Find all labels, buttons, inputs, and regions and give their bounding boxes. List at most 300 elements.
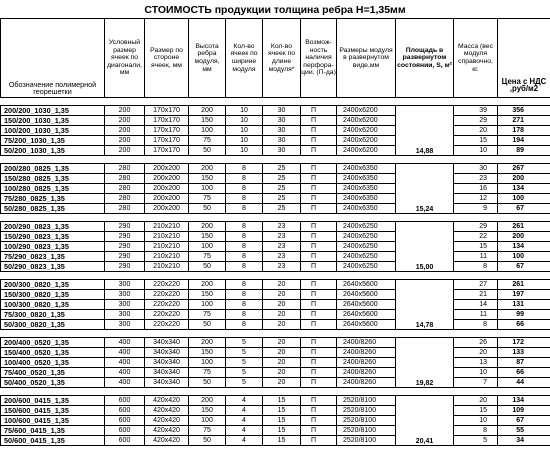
cell-conditional-size: 400 (105, 338, 145, 348)
cell-row-name: 200/600_0415_1,35 (1, 396, 105, 406)
cell-length-count: 23 (263, 242, 301, 252)
table-row (1, 290, 550, 300)
cell-cell-side: 200х200 (145, 194, 189, 204)
cell-width-count: 8 (226, 232, 263, 242)
cell-width-count: 4 (226, 436, 263, 446)
cell-mass: 13 (454, 358, 498, 368)
table-row (1, 174, 550, 184)
spacer-cell (226, 388, 263, 396)
cell-conditional-size: 290 (105, 232, 145, 242)
cell-module-dimensions: 2520/8100 (337, 406, 396, 416)
cell-perforation: П (301, 232, 337, 242)
cell-price: 34 (498, 436, 550, 446)
spacer-cell (226, 156, 263, 164)
cell-length-count: 30 (263, 126, 301, 136)
cell-module-dimensions: 2400х6200 (337, 126, 396, 136)
cell-rib-height: 150 (189, 290, 226, 300)
cell-mass: 15 (454, 406, 498, 416)
spacer-cell (145, 330, 189, 338)
header-rib-height: Высота ребра модуля, мм (189, 19, 226, 98)
cell-price: 67 (498, 416, 550, 426)
cell-price: 44 (498, 378, 550, 388)
cell-perforation: П (301, 262, 337, 272)
spacer-cell (263, 330, 301, 338)
cell-rib-height: 50 (189, 204, 226, 214)
group-spacer (1, 272, 550, 280)
cell-module-dimensions: 2400/8260 (337, 338, 396, 348)
spacer-cell (301, 156, 337, 164)
cell-mass: 11 (454, 252, 498, 262)
cell-conditional-size: 280 (105, 184, 145, 194)
cell-perforation: П (301, 146, 337, 156)
cell-module-dimensions: 2520/8100 (337, 396, 396, 406)
cell-row-name: 50/400_0520_1,35 (1, 378, 105, 388)
spacer-cell (1, 330, 105, 338)
cell-mass: 27 (454, 280, 498, 290)
spacer-cell (145, 214, 189, 222)
cell-length-count: 20 (263, 358, 301, 368)
cell-row-name: 100/290_0823_1,35 (1, 242, 105, 252)
cell-width-count: 8 (226, 280, 263, 290)
cell-width-count: 5 (226, 338, 263, 348)
spacer-cell (454, 330, 498, 338)
spacer-cell (189, 156, 226, 164)
cell-rib-height: 75 (189, 426, 226, 436)
table-row (1, 300, 550, 310)
cell-length-count: 30 (263, 116, 301, 126)
cell-price: 89 (498, 146, 550, 156)
cell-perforation: П (301, 348, 337, 358)
cell-length-count: 25 (263, 174, 301, 184)
cell-row-name: 150/300_0820_1,35 (1, 290, 105, 300)
cell-row-name: 150/280_0825_1,35 (1, 174, 105, 184)
cell-mass: 14 (454, 300, 498, 310)
cell-price: 178 (498, 126, 550, 136)
cell-width-count: 8 (226, 320, 263, 330)
cell-length-count: 20 (263, 320, 301, 330)
cell-mass: 39 (454, 106, 498, 116)
spacer-cell (189, 272, 226, 280)
cell-perforation: П (301, 358, 337, 368)
cell-perforation: П (301, 300, 337, 310)
cell-price: 271 (498, 116, 550, 126)
cell-module-dimensions: 2400х6250 (337, 252, 396, 262)
spacer-cell (263, 272, 301, 280)
cell-width-count: 10 (226, 126, 263, 136)
cell-module-dimensions: 2640х5600 (337, 310, 396, 320)
group-area: 19,82 (396, 338, 454, 388)
cell-price: 100 (498, 252, 550, 262)
table-row (1, 106, 550, 116)
cell-row-name: 50/300_0820_1,35 (1, 320, 105, 330)
cell-mass: 10 (454, 146, 498, 156)
spacer-cell (105, 98, 145, 106)
spacer-cell (301, 272, 337, 280)
cell-rib-height: 200 (189, 222, 226, 232)
spacer-cell (189, 98, 226, 106)
cell-conditional-size: 300 (105, 320, 145, 330)
spacer-cell (226, 330, 263, 338)
cell-conditional-size: 400 (105, 378, 145, 388)
cell-price: 356 (498, 106, 550, 116)
cell-mass: 5 (454, 436, 498, 446)
table-row (1, 204, 550, 214)
spacer-cell (301, 214, 337, 222)
cell-conditional-size: 280 (105, 174, 145, 184)
table-row (1, 116, 550, 126)
cell-mass: 20 (454, 396, 498, 406)
cell-cell-side: 170х170 (145, 116, 189, 126)
cell-cell-side: 170х170 (145, 126, 189, 136)
cell-module-dimensions: 2400х6350 (337, 194, 396, 204)
spacer-cell (337, 272, 396, 280)
sheet-title: СТОИМОСТЬ продукции толщина ребра Н=1,35мм (144, 4, 406, 16)
cell-width-count: 8 (226, 262, 263, 272)
cell-mass: 20 (454, 348, 498, 358)
cell-cell-side: 200х200 (145, 164, 189, 174)
cell-module-dimensions: 2400х6250 (337, 222, 396, 232)
header-row (1, 19, 550, 98)
cell-cell-side: 210х210 (145, 262, 189, 272)
cell-cell-side: 220х220 (145, 290, 189, 300)
cell-width-count: 8 (226, 204, 263, 214)
cell-length-count: 25 (263, 204, 301, 214)
spacer-cell (498, 330, 550, 338)
spacer-cell (105, 156, 145, 164)
group-spacer (1, 214, 550, 222)
cell-row-name: 150/400_0520_1,35 (1, 348, 105, 358)
cell-module-dimensions: 2400х6350 (337, 204, 396, 214)
spacer-cell (226, 98, 263, 106)
spacer-cell (454, 272, 498, 280)
cell-price: 197 (498, 290, 550, 300)
cell-length-count: 15 (263, 406, 301, 416)
cell-width-count: 8 (226, 242, 263, 252)
spacer-cell (301, 388, 337, 396)
cell-row-name: 50/290_0823_1,35 (1, 262, 105, 272)
cell-mass: 21 (454, 290, 498, 300)
spacer-cell (498, 388, 550, 396)
header-mass: Масса (вес модуля справочно, кг. (454, 19, 498, 98)
table-row (1, 348, 550, 358)
spacer-cell (145, 98, 189, 106)
table-body (1, 98, 550, 446)
cell-cell-side: 220х220 (145, 280, 189, 290)
cell-conditional-size: 300 (105, 290, 145, 300)
cell-width-count: 10 (226, 136, 263, 146)
cell-row-name: 200/280_0825_1,35 (1, 164, 105, 174)
cell-row-name: 75/400_0520_1,35 (1, 368, 105, 378)
cell-conditional-size: 280 (105, 194, 145, 204)
spacer-cell (105, 388, 145, 396)
cell-module-dimensions: 2400х6250 (337, 232, 396, 242)
cell-cell-side: 340х340 (145, 368, 189, 378)
header-conditional-size: Условный размер ячеек по диагонали, мм (105, 19, 145, 98)
cell-mass: 30 (454, 164, 498, 174)
cell-conditional-size: 300 (105, 310, 145, 320)
cell-module-dimensions: 2400/8260 (337, 378, 396, 388)
spacer-cell (1, 214, 105, 222)
cell-rib-height: 75 (189, 310, 226, 320)
cell-rib-height: 100 (189, 184, 226, 194)
cell-conditional-size: 290 (105, 252, 145, 262)
cell-cell-side: 170х170 (145, 136, 189, 146)
group-area: 15,24 (396, 164, 454, 214)
spacer-cell (454, 98, 498, 106)
table-row (1, 358, 550, 368)
table-row (1, 280, 550, 290)
spacer-cell (189, 330, 226, 338)
table-row (1, 426, 550, 436)
spacer-cell (454, 214, 498, 222)
cell-conditional-size: 400 (105, 368, 145, 378)
cell-rib-height: 150 (189, 232, 226, 242)
cell-length-count: 20 (263, 348, 301, 358)
cell-conditional-size: 280 (105, 164, 145, 174)
header-width-count: Кол-во ячеек по ширине модуля (226, 19, 263, 98)
cell-price: 66 (498, 320, 550, 330)
cell-module-dimensions: 2400х6350 (337, 164, 396, 174)
cell-length-count: 20 (263, 280, 301, 290)
group-spacer (1, 388, 550, 396)
cell-rib-height: 50 (189, 436, 226, 446)
cell-conditional-size: 600 (105, 406, 145, 416)
cell-rib-height: 75 (189, 136, 226, 146)
spacer-cell (105, 272, 145, 280)
table-row (1, 222, 550, 232)
cell-price: 134 (498, 242, 550, 252)
cell-row-name: 50/200_1030_1,35 (1, 146, 105, 156)
cell-cell-side: 210х210 (145, 232, 189, 242)
cell-width-count: 5 (226, 348, 263, 358)
table-row (1, 184, 550, 194)
cell-rib-height: 200 (189, 396, 226, 406)
spacer-cell (454, 388, 498, 396)
cell-row-name: 200/400_0520_1,35 (1, 338, 105, 348)
cell-cell-side: 210х210 (145, 252, 189, 262)
spacer-cell (337, 156, 396, 164)
cell-length-count: 15 (263, 396, 301, 406)
cell-width-count: 8 (226, 222, 263, 232)
spacer-cell (396, 156, 454, 164)
cell-price: 200 (498, 232, 550, 242)
cell-module-dimensions: 2400х6200 (337, 146, 396, 156)
cell-width-count: 4 (226, 406, 263, 416)
spacer-cell (396, 330, 454, 338)
cell-width-count: 8 (226, 184, 263, 194)
cell-cell-side: 170х170 (145, 146, 189, 156)
cell-conditional-size: 200 (105, 116, 145, 126)
cell-cell-side: 170х170 (145, 106, 189, 116)
header-name: Обозначение полимерной георешетки (1, 19, 105, 98)
cell-length-count: 20 (263, 290, 301, 300)
cell-price: 131 (498, 300, 550, 310)
cell-perforation: П (301, 416, 337, 426)
cell-row-name: 100/400_0520_1,35 (1, 358, 105, 368)
cell-rib-height: 150 (189, 174, 226, 184)
cell-row-name: 75/200_1030_1,35 (1, 136, 105, 146)
table-row (1, 310, 550, 320)
header-cell-side: Размер по стороне ячеек, мм (145, 19, 189, 98)
cell-mass: 20 (454, 126, 498, 136)
cell-cell-side: 420х420 (145, 396, 189, 406)
cell-conditional-size: 290 (105, 222, 145, 232)
cell-length-count: 23 (263, 262, 301, 272)
cell-mass: 12 (454, 194, 498, 204)
group-area: 14,78 (396, 280, 454, 330)
spacer-cell (226, 214, 263, 222)
spacer-cell (226, 272, 263, 280)
header-length-count: Кол-во ячеек по длине модуля* (263, 19, 301, 98)
cell-perforation: П (301, 396, 337, 406)
table-row (1, 368, 550, 378)
spacer-cell (498, 214, 550, 222)
spacer-cell (263, 98, 301, 106)
cell-perforation: П (301, 378, 337, 388)
cell-perforation: П (301, 116, 337, 126)
cell-mass: 9 (454, 204, 498, 214)
cell-perforation: П (301, 194, 337, 204)
cell-price: 261 (498, 222, 550, 232)
cell-row-name: 150/200_1030_1,35 (1, 116, 105, 126)
cell-price: 172 (498, 338, 550, 348)
cell-cell-side: 210х210 (145, 222, 189, 232)
spacer-cell (105, 214, 145, 222)
cell-rib-height: 50 (189, 262, 226, 272)
cell-mass: 16 (454, 184, 498, 194)
group-area: 15,00 (396, 222, 454, 272)
table-row (1, 320, 550, 330)
spacer-cell (396, 214, 454, 222)
cell-module-dimensions: 2400х6250 (337, 262, 396, 272)
table-row (1, 194, 550, 204)
cell-mass: 15 (454, 136, 498, 146)
spacer-cell (1, 98, 105, 106)
cell-mass: 23 (454, 174, 498, 184)
cell-rib-height: 100 (189, 126, 226, 136)
cell-module-dimensions: 2520/8100 (337, 426, 396, 436)
group-area: 20,41 (396, 396, 454, 446)
spacer-cell (498, 156, 550, 164)
cell-width-count: 8 (226, 164, 263, 174)
cell-width-count: 4 (226, 426, 263, 436)
cell-module-dimensions: 2520/8100 (337, 416, 396, 426)
header-perforation: Возмож-ность наличия перфора-ции. (П-да) (301, 19, 337, 98)
cell-width-count: 10 (226, 116, 263, 126)
cell-cell-side: 420х420 (145, 436, 189, 446)
cell-length-count: 15 (263, 416, 301, 426)
cell-price: 200 (498, 174, 550, 184)
cell-rib-height: 150 (189, 406, 226, 416)
spacer-cell (145, 388, 189, 396)
group-area: 14,88 (396, 106, 454, 156)
cell-cell-side: 420х420 (145, 416, 189, 426)
spacer-cell (396, 98, 454, 106)
spacer-cell (498, 98, 550, 106)
cell-perforation: П (301, 136, 337, 146)
cell-mass: 8 (454, 262, 498, 272)
cell-rib-height: 100 (189, 300, 226, 310)
cell-module-dimensions: 2400х6250 (337, 242, 396, 252)
cell-module-dimensions: 2640х5600 (337, 290, 396, 300)
cell-conditional-size: 400 (105, 358, 145, 368)
cell-price: 194 (498, 136, 550, 146)
cell-mass: 29 (454, 116, 498, 126)
table-row (1, 378, 550, 388)
cell-price: 55 (498, 426, 550, 436)
cell-cell-side: 200х200 (145, 204, 189, 214)
cell-rib-height: 75 (189, 252, 226, 262)
table-row (1, 242, 550, 252)
cell-perforation: П (301, 338, 337, 348)
cell-cell-side: 220х220 (145, 310, 189, 320)
cell-length-count: 23 (263, 222, 301, 232)
cell-cell-side: 220х220 (145, 320, 189, 330)
cell-length-count: 20 (263, 300, 301, 310)
cell-mass: 8 (454, 426, 498, 436)
cell-width-count: 5 (226, 378, 263, 388)
spacer-cell (1, 388, 105, 396)
cell-module-dimensions: 2400/8260 (337, 348, 396, 358)
cell-length-count: 25 (263, 164, 301, 174)
cell-rib-height: 50 (189, 320, 226, 330)
cell-width-count: 8 (226, 310, 263, 320)
cell-width-count: 4 (226, 416, 263, 426)
cell-module-dimensions: 2400х6200 (337, 106, 396, 116)
cell-rib-height: 200 (189, 164, 226, 174)
cell-perforation: П (301, 242, 337, 252)
cell-price: 99 (498, 310, 550, 320)
cell-mass: 8 (454, 320, 498, 330)
cell-row-name: 100/600_0415_1,35 (1, 416, 105, 426)
cell-perforation: П (301, 406, 337, 416)
cell-row-name: 75/300_0820_1,35 (1, 310, 105, 320)
cell-rib-height: 50 (189, 146, 226, 156)
spacer-cell (337, 388, 396, 396)
cell-conditional-size: 600 (105, 396, 145, 406)
cell-length-count: 25 (263, 184, 301, 194)
cell-price: 87 (498, 358, 550, 368)
cell-length-count: 30 (263, 106, 301, 116)
cell-rib-height: 75 (189, 368, 226, 378)
table-row (1, 416, 550, 426)
cell-rib-height: 200 (189, 106, 226, 116)
header-area: Площадь в развернутом состоянии, S, м² (396, 19, 454, 98)
cell-perforation: П (301, 126, 337, 136)
cell-length-count: 20 (263, 338, 301, 348)
table-row (1, 436, 550, 446)
cell-length-count: 20 (263, 368, 301, 378)
cell-module-dimensions: 2400х6200 (337, 116, 396, 126)
spacer-cell (337, 214, 396, 222)
cell-width-count: 8 (226, 252, 263, 262)
cell-width-count: 8 (226, 174, 263, 184)
header-price: Цена с НДС ,руб/м2 (498, 19, 550, 98)
cell-price: 261 (498, 280, 550, 290)
table-row (1, 262, 550, 272)
cell-cell-side: 420х420 (145, 406, 189, 416)
group-spacer (1, 330, 550, 338)
cell-price: 66 (498, 368, 550, 378)
cell-perforation: П (301, 290, 337, 300)
cell-cell-side: 340х340 (145, 358, 189, 368)
cell-cell-side: 210х210 (145, 242, 189, 252)
cell-mass: 26 (454, 338, 498, 348)
cell-perforation: П (301, 184, 337, 194)
header-module-dimensions: Размеры модуля в развернутом виде,мм (337, 19, 396, 98)
cell-module-dimensions: 2400х6350 (337, 174, 396, 184)
cell-row-name: 50/280_0825_1,35 (1, 204, 105, 214)
